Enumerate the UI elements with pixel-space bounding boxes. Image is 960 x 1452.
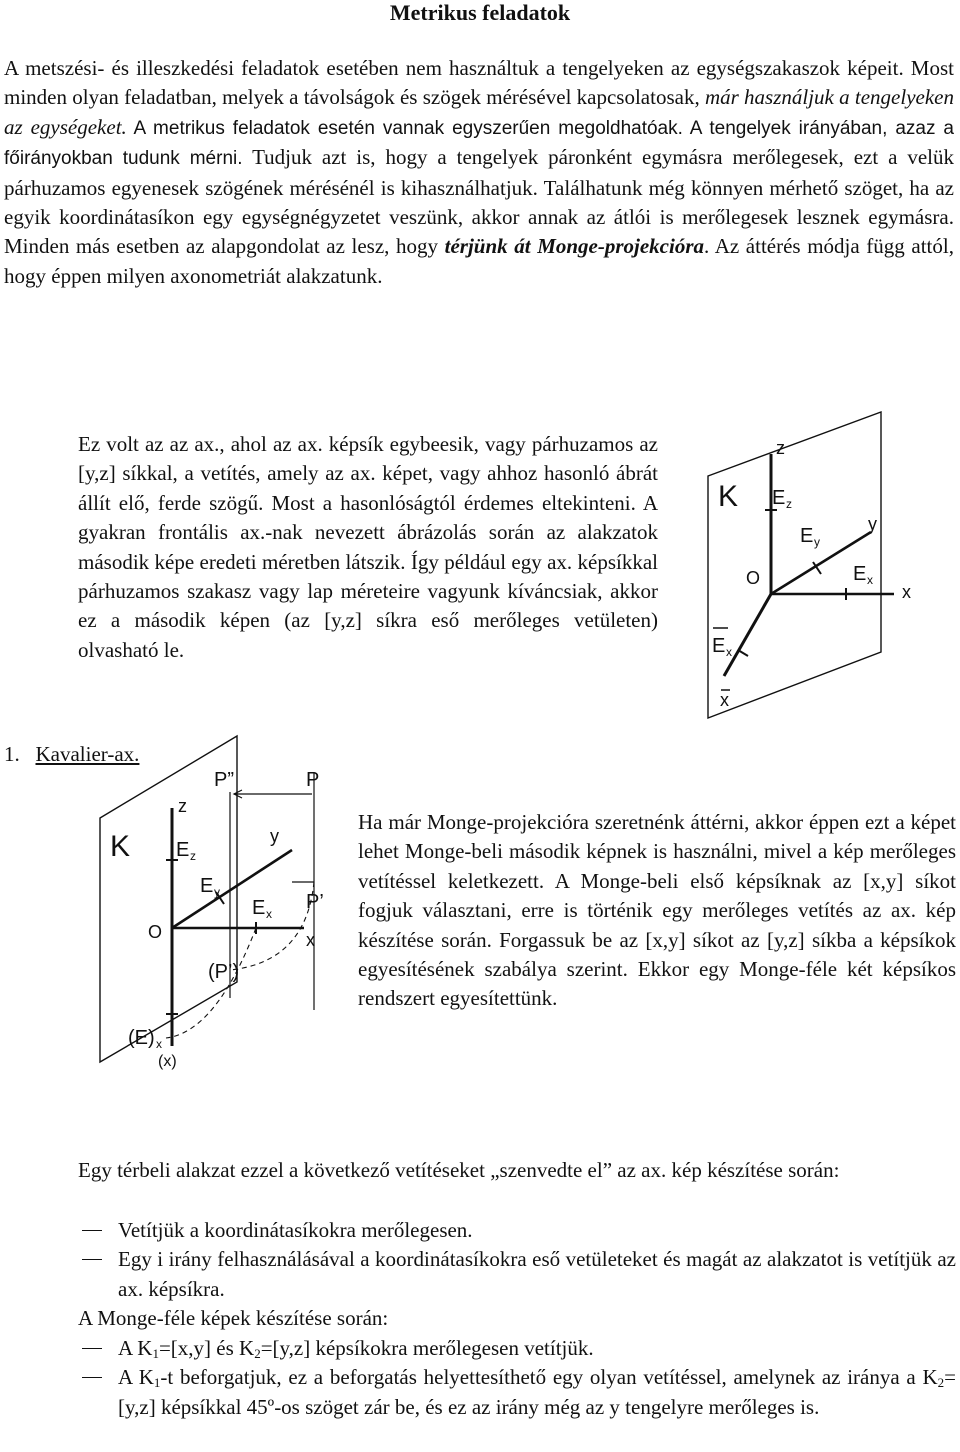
exbar-sub: x [726, 645, 732, 659]
xbar-label: x [720, 690, 729, 710]
intro-text-2: Tudjuk azt is, hogy a tengelyek páronként egymásra merőlegesek, ezt a velük párhuzamos egyenesek szögének mérésénél is kihasználhatjuk. Találhatunk még könnyen mérhető szöget, ha az egyik koordinátasíkon egy egységnégyzetet veszünk, akkor annak az átlói is merőlegesek lesznek egymásra. Minden más esetben az alapgondolat az lesz, hogy [4, 145, 955, 259]
intro-bold-emphasis: térjünk át Monge-projekcióra [444, 234, 705, 259]
z-label: z [178, 796, 187, 816]
plane-k-label: K [718, 480, 739, 513]
dash-bullet [82, 1259, 102, 1260]
list-item-text: A $K_1-t$ beforgatjuk, ez a beforgatás helyettesíthető egy olyan vetítéssel, amelynek az iránya a $K_2=[y,z]$ képsíkkal 45º-os szöget zár be, és ez az irány még az y tengelyre merőleges is. [118, 1365, 956, 1419]
ex-paren-label: (E) [128, 1027, 155, 1049]
intro-text-3: . Az áttérés módja függ attól, hogy éppen milyen axonometriát alakzatunk. [4, 234, 954, 288]
dash-bullet [82, 1348, 102, 1349]
plane-k-label: K [110, 830, 131, 863]
list-item [0, 1245, 960, 1304]
projection-steps-list [0, 1216, 960, 1304]
ey-label: E [200, 875, 214, 897]
p-prime-label: P’ [306, 891, 324, 913]
list-item [0, 1363, 960, 1422]
ex-paren-sub: x [156, 1037, 162, 1051]
z-label: z [776, 438, 785, 458]
xbar-axis [724, 594, 771, 676]
section-title: Kavalier-ax. [35, 742, 140, 766]
list-item [0, 1216, 960, 1245]
rotation-arc-p [230, 882, 314, 970]
ey-sub: y [214, 885, 220, 899]
monge-paragraph: Ha már Monge-projekcióra szeretnénk áttérni, akkor éppen ezt a képet lehet Monge-beli második képnek is használni, mivel a kép merőleges vetítéssel keletkezett. A Monge-beli első képsíknak az [x,y] síkot fogjuk választani, erre is történik egy merőleges vetítés az ax. kép készítése során. Forgassuk be az [x,y] síkot az [y,z] síkba a képsíkok egyesítésének szabálya szerint. Ekkor egy Monge-féle két képsíkos rendszert egyesítettünk. [358, 810, 956, 1011]
ez-sub: z [190, 849, 196, 863]
p2-label: P” [214, 769, 234, 791]
x-label: x [902, 582, 911, 602]
y-label: y [868, 514, 877, 534]
dash-bullet [82, 1230, 102, 1231]
intro-emphasis: már használjuk a tengelyeken az egységeket. [4, 85, 954, 139]
list-item-text: Egy i irány felhasználásával a koordinátasíkokra eső vetületeket és magát az alakzatot is vetítjük az ax. képsíkra. [118, 1247, 956, 1301]
monge-steps-heading: A Monge-féle képek készítése során: [78, 1306, 389, 1330]
ex-sub: x [266, 907, 272, 921]
x-label: x [306, 930, 315, 950]
ex-label: E [252, 897, 266, 919]
figure-kavalier-axes [696, 406, 960, 726]
intro-text-1: A metszési- és illeszkedési feladatok esetében nem használtuk a tengelyeken az egységszakaszok képeit. Most minden olyan feladatban, melyek a távolságok és szögek mérésével kapcsolatosak, [4, 56, 954, 110]
rotation-arc-ex [166, 928, 256, 1038]
ey-label: E [800, 525, 814, 547]
monge-steps-list [0, 1334, 960, 1422]
ez-label: E [772, 487, 786, 509]
exbar-label: E [712, 635, 726, 657]
section-number: 1. [4, 742, 20, 766]
ez-label: E [176, 839, 190, 861]
y-label: y [270, 826, 279, 846]
dash-bullet [82, 1377, 102, 1378]
p-prime-paren-label: (P’) [208, 961, 240, 983]
projections-paragraph: Egy térbeli alakzat ezzel a következő vetítéseket „szenvedte el” az ax. kép készítése során: [78, 1158, 840, 1182]
ez-sub: z [786, 497, 792, 511]
exbar-tick [738, 650, 748, 656]
ex-label: E [853, 563, 867, 585]
figure-monge-rotation [96, 732, 346, 1074]
list-item [0, 1334, 960, 1363]
list-item-text: Vetítjük a koordinátasíkokra merőlegesen. [118, 1218, 473, 1242]
kavalier-paragraph: Ez volt az az ax., ahol az ax. képsík egybeesik, vagy párhuzamos az [y,z] síkkal, a vetítés, amely az ax. képet, vagy ahhoz hasonló ábrát állít elő, ferde szögű. Most a hasonlóságtól érdemes eltekinteni. A gyakran frontális ax.-nak nevezett ábrázolás során az alakzatok második képe eredeti méretben látszik. Így például egy ax. képsíkkal párhuzamos szakasz vagy lap méreteire vagyunk kíváncsiak, akkor ez a második képen (az [y,z] síkra eső merőleges vetületen) olvasható le. [78, 432, 658, 662]
ey-sub: y [814, 535, 820, 549]
list-item-text: A $K_1=[x,y]$ és $K_2=[y,z]$ képsíkokra merőlegesen vetítjük. [118, 1336, 594, 1361]
x-paren-label: (x) [158, 1053, 177, 1070]
page-title: Metrikus feladatok [389, 0, 571, 25]
ex-sub: x [867, 573, 873, 587]
origin-label: O [746, 568, 761, 588]
intro-paragraph [4, 54, 954, 291]
intro-sans-text: A metrikus feladatok esetén vannak egyszerűen megoldhatóak. A tengelyek irányában, azaz a főirányokban tudunk mérni. [4, 117, 955, 170]
origin-label: O [148, 922, 163, 942]
p-label: P [306, 769, 320, 791]
